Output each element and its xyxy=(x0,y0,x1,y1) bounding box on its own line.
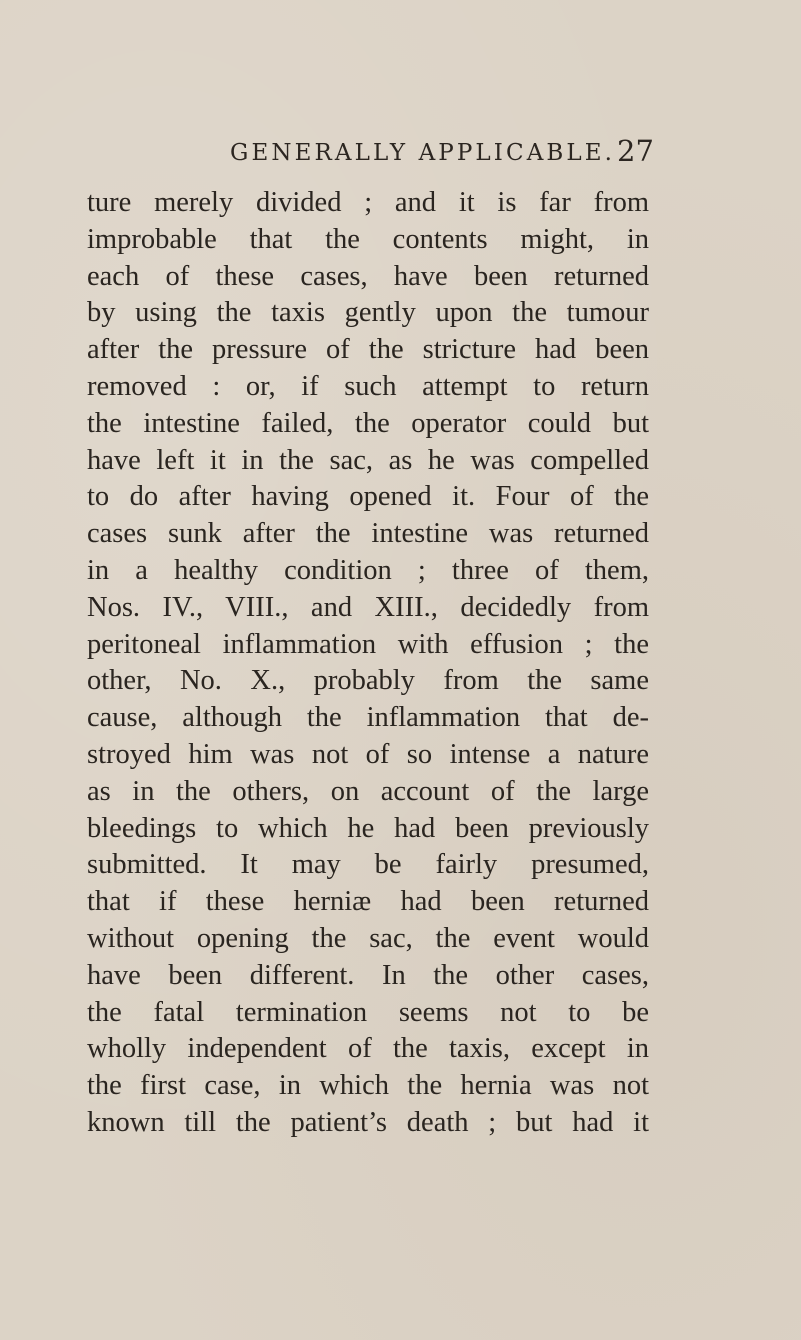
text-line: the first case, in which the hernia was not xyxy=(87,1070,649,1102)
text-line: by using the taxis gently upon the tumour xyxy=(87,297,649,329)
text-line: cause, although the inflammation that de- xyxy=(87,702,649,734)
text-line: Nos. IV., VIII., and XIII., decidedly from xyxy=(87,591,649,623)
text-line: ture merely divided ; and it is far from xyxy=(87,187,649,218)
text-line: wholly independent of the taxis, except in xyxy=(87,1033,649,1065)
text-line: that if these herniæ had been returned xyxy=(87,886,649,918)
text-line: have been different. In the other cases, xyxy=(87,959,649,991)
running-head xyxy=(0,133,801,173)
text-line: without opening the sac, the event would xyxy=(87,923,649,954)
text-line: have left it in the sac, as he was compelled xyxy=(87,444,649,476)
text-line: to do after having opened it. Four of the xyxy=(87,481,649,513)
text-line: as in the others, on account of the large xyxy=(87,775,649,807)
text-line: in a healthy condition ; three of them, xyxy=(87,555,649,586)
text-line: other, No. X., probably from the same xyxy=(87,665,649,697)
text-line: after the pressure of the stricture had been xyxy=(87,334,649,366)
page-number: 27 xyxy=(617,134,654,168)
text-line: stroyed him was not of so intense a nature xyxy=(87,739,649,770)
text-line: peritoneal inflammation with effusion ; the xyxy=(87,628,649,660)
text-line: bleedings to which he had been previously xyxy=(87,812,649,844)
running-title: GENERALLY APPLICABLE. xyxy=(230,140,616,166)
text-line: the intestine failed, the operator could but xyxy=(87,407,649,439)
text-line: known till the patient’s death ; but had it xyxy=(87,1107,649,1138)
text-line: the fatal termination seems not to be xyxy=(87,996,649,1028)
text-line: cases sunk after the intestine was returned xyxy=(87,518,649,550)
text-line: improbable that the contents might, in xyxy=(87,223,649,255)
text-line: removed : or, if such attempt to return xyxy=(87,371,649,402)
text-line: submitted. It may be fairly presumed, xyxy=(87,849,649,881)
text-line: each of these cases, have been returned xyxy=(87,260,649,292)
